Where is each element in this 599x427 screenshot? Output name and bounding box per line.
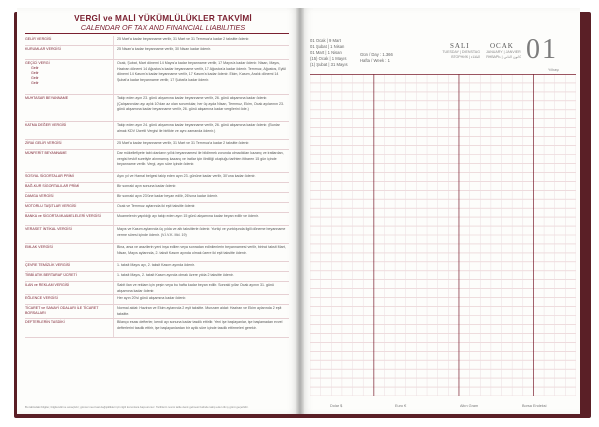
row-text: Dar mükellefiyete tabi olanların yıllık beyannamesi ile bildirmek zorunda olmadıkları kazanç ve iratlardan, vergisi tevkif suretiyle alınmamış kazanç ve iratlar için ilintiliği oluştuğu tarihten itibaren 15 gün içinde beyanname verilir. Vergi, aynı süre içinde ödenir.: [117, 151, 284, 166]
row-text: Bir sonraki ayın 23'üne kadar beyan edilir, 26'sına kadar ödenir.: [117, 194, 218, 198]
day-info-line: Hafta / Week : 1: [360, 58, 390, 63]
title-rule: [25, 33, 289, 34]
row-sublabel: Gelir: [31, 66, 39, 70]
row-label: VERASET İNTİKAL VERGİSİ: [25, 227, 72, 231]
column-divider: [113, 46, 114, 59]
table-row: [25, 95, 289, 122]
row-text: Bir sonraki ayın sonuna kadar ödenir.: [117, 184, 177, 188]
holiday-label: Yılbaşı: [548, 68, 559, 72]
column-divider: [113, 95, 114, 121]
liability-table: [25, 36, 289, 338]
row-label: MUHTASAR BEYANNAME: [25, 96, 69, 100]
row-sublabel: Gelir: [31, 81, 39, 85]
row-text: Takip eden ayın 24. günü akşamına kadar beyanname verilir, 26. günü akşamına kadar ödenir. (Bunlar almak KDV Ücretli Vergisi ile birlikte ve aynı zamanda ödenir.): [117, 123, 280, 133]
footer-label: Euro €: [395, 404, 407, 408]
table-row: [25, 203, 289, 213]
row-label: DEFTERLERİN TASDİKİ: [25, 320, 65, 324]
right-page: [300, 8, 580, 414]
month-translation: ЯНВАРЬ | كانون الثاني: [486, 55, 522, 59]
table-row: [25, 36, 289, 46]
row-label: BAĞ-KUR SİGORTALILAR PRİMİ: [25, 184, 80, 188]
footer-label: Dolar $: [330, 404, 343, 408]
table-row: [25, 305, 289, 319]
row-text: Bina, arsa ve arazilerin yeni inşa edilen veya sonradan edinilenlerin beyannamesi verilir, birinci taksit Mart, Nisan, Mayıs aylarında, 2. taksit Kasım ayında olmak üzere iki eşit taksitte ödenir.: [117, 245, 286, 255]
table-row: [25, 150, 289, 173]
table-row: [25, 46, 289, 60]
row-label: ZİRAİ GELİR VERGİSİ: [25, 141, 62, 145]
table-row: [25, 213, 289, 226]
row-label: EMLAK VERGİSİ: [25, 245, 53, 249]
mini-date-line: 01 Mart | 1 Nisan: [310, 50, 342, 55]
column-divider: [113, 150, 114, 172]
row-sublabel: Gelir: [31, 71, 39, 75]
column-divider: [113, 272, 114, 281]
column-divider: [113, 282, 114, 294]
column-divider: [113, 140, 114, 149]
table-row: [25, 272, 289, 282]
row-text: 1. taksit Mayıs ayı, 2. taksit Kasım ayında ödenir.: [117, 263, 195, 267]
column-divider: [113, 319, 114, 337]
footnote: Bu tablodaki bilgiler, bilgilendirme amaçlıdır; güncel mevzuat değişiklikleri için ilgili kurumlara başvurunuz. Tarihlerin resmi tatile denk gelmesi halinde takip eden ilk iş günü geçerlidir.: [25, 405, 249, 409]
row-text: Muamelenin yapıldığı ayı takip eden ayın 15 günü akşamına kadar beyan edilir ve ödenir.: [117, 214, 259, 218]
row-label: ÇEVRE TEMİZLİK VERGİSİ: [25, 263, 71, 267]
row-text: 25 Mart'a kadar beyanname verilir, 31 Mart ve 31 Temmuz'a kadar 2 taksitte ödenir.: [117, 141, 250, 145]
row-label: KURUMLAR VERGİSİ: [25, 47, 61, 51]
column-divider: [113, 36, 114, 45]
table-row: [25, 295, 289, 305]
row-label: EĞLENCE VERGİSİ: [25, 296, 58, 300]
footer-label: Borsa Endeksi: [522, 404, 547, 408]
day-info: [360, 52, 393, 64]
row-text: Aynı yıl ve Hamal belgesi takip eden ayın 23. gününe kadar verilir, 30'una kadar ödenir.: [117, 174, 256, 178]
table-row: [25, 226, 289, 244]
ledger-grid: [310, 74, 576, 396]
column-divider: [113, 295, 114, 304]
left-page: [17, 8, 300, 414]
row-label: MÜNFERİT BEYANNAME: [25, 151, 67, 155]
footer-label: Altın Gram: [460, 404, 479, 408]
row-label: TİBBİ ATIK BERTARAF ÜCRETİ: [25, 273, 77, 277]
row-text: 1. taksit Mayıs, 2. taksit Kasım ayında olmak üzere yılda 2 taksitte ödenir.: [117, 273, 234, 277]
column-divider: [113, 244, 114, 261]
mini-date-line: 01 Şubat | 1 Nisan: [310, 44, 345, 49]
column-divider: [113, 193, 114, 202]
column-divider: [113, 183, 114, 192]
table-row: [25, 193, 289, 203]
table-row: [25, 319, 289, 338]
row-label: GELİR VERGİSİ: [25, 37, 52, 41]
row-label: SOSYAL SİGORTALAR PRİMİ: [25, 174, 74, 178]
mini-date-line: 01 Ocak | 9 Mart: [310, 38, 341, 43]
row-text: 25 Nisan'a kadar beyanname verilir, 30 Nisan kadar ödenir.: [117, 47, 211, 51]
table-row: [25, 244, 289, 262]
column-divider: [113, 60, 114, 94]
column-divider: [113, 173, 114, 182]
spine-shadow: [296, 8, 304, 414]
row-label: BANKA ve SİGORTA MUAMELELERİ VERGİSİ: [25, 214, 101, 218]
column-divider: [113, 203, 114, 212]
row-label: KATMA DEĞER VERGİSİ: [25, 123, 67, 127]
month-name: OCAK: [490, 42, 514, 50]
row-label: DAMGA VERGİSİ: [25, 194, 54, 198]
page-title: VERGİ ve MALİ YÜKÜMLÜLÜKLER TAKVİMİ: [74, 14, 252, 23]
month-name-translations: [486, 50, 524, 60]
table-row: [25, 173, 289, 183]
table-row: [25, 60, 289, 95]
table-row: [25, 183, 289, 193]
row-text: Her ayın 20'si günü akşamına kadar ödenir.: [117, 296, 187, 300]
diary-header: [300, 8, 580, 72]
page-subtitle: CALENDAR OF TAX AND FINANCIAL LIABILITIES: [80, 23, 246, 32]
day-number: 01: [526, 34, 558, 65]
column-divider: [113, 213, 114, 225]
row-text: Mayıs ve Kasım aylarında üç yılda ve altı taksitlerle ödenir. Yurtiçi ve yurtdışında ilgili döneme beyanname verme süresi içinde ödenir. (V.İ.V.K. Md. 19): [117, 227, 286, 237]
column-divider: [113, 122, 114, 139]
row-label: GEÇİCİ VERGİ Gelir Gelir Gelir Gelir: [25, 61, 109, 86]
mini-date-line: (15) Ocak | 1 Mayıs: [310, 56, 347, 61]
day-name-translations: [440, 50, 480, 60]
day-name: SALI: [450, 42, 470, 50]
day-info-line: Gün / Day : 1.366: [360, 52, 393, 57]
table-row: [25, 140, 289, 150]
table-row: [25, 122, 289, 140]
month-translation: JANUARY | JANVIER: [486, 50, 521, 54]
row-text: Ocak ve Temmuz aylarında iki eşit taksitle ödenir.: [117, 204, 196, 208]
column-divider: [113, 305, 114, 318]
row-label: İLAN ve REKLAM VERGİSİ: [25, 283, 70, 287]
row-text: Takip eden ayın 23. günü akşamına kadar beyanname verilir, 26. günü akşamına kadar ödenir. (Çalışanından ayı aylık 10'dan az olan sorumlular, her üç ayda Nisan, Temmuz, Ekim, Ocak ayılarının 23. günü akşamına kadar beyanname verilir, 26. günü akşamına kadar vergilerini öde.): [117, 96, 285, 111]
row-sublabel: Gelir: [31, 76, 39, 80]
day-translation: TUESDAY | DIENSTAG: [442, 50, 480, 54]
table-row: [25, 262, 289, 272]
row-text: Bilanço esası defterler, kendi ayı sonuna kadar tasdik ettirilir. Yeni işe başlayanlar, işe başlamadan evvel defterlerini tasdik ettirir, işe başlayanlardan bir aylık süre içinde tasdik ettirmeleri gerekir.: [117, 320, 283, 330]
row-text: 25 Mart'a kadar beyanname verilir, 31 Mart ve 31 Temmuz'a kadar 2 taksitte ödenir.: [117, 37, 250, 41]
column-divider: [113, 226, 114, 243]
row-text: Normal aidat: Haziran ve Ekim aylarında 2 eşit taksitte. Munzam aidat: Haziran ve Ekim aylarında 2 eşit taksitte.: [117, 306, 282, 316]
row-label: MOTORLU TAŞITLAR VERGİSİ: [25, 204, 77, 208]
row-text: Sabit ilan ve reklam için peşin veya bu hafta kadar beyan edilir. Sonraki yıllar Ocak ayının 31. günü akşamına kadar ödenir.: [117, 283, 275, 293]
table-row: [25, 282, 289, 295]
column-divider: [113, 262, 114, 271]
row-text: Ocak, Şubat, Mart dönemi 14 Mayıs'a kadar beyanname verilir, 17 Mayıs'a kadar ödenir. Nisan, Mayıs, Haziran dönemi 14 Ağustos'a kadar beyanname verilir, 17 Ağustos'a kadar ödenir. Temmuz, Ağustos, Eylül dönemi 14 Kasım'a kadar beyanname verilir, 17 Kasım'a kadar ödenir. Ekim, Kasım, Aralık dönemi 14 Şubat'a kadar beyanname verilir, 17 Şubat'a kadar ödenir.: [117, 61, 287, 82]
mini-dates: [310, 38, 348, 68]
day-translation: ВТОРНИК | الثلاثاء: [451, 55, 480, 59]
mini-date-line: (1) Şubat | 31 Mayıs: [310, 62, 348, 67]
row-label: TİCARET ve SANAYİ ODALARI İLE TİCARET BORSALARI: [25, 306, 99, 315]
